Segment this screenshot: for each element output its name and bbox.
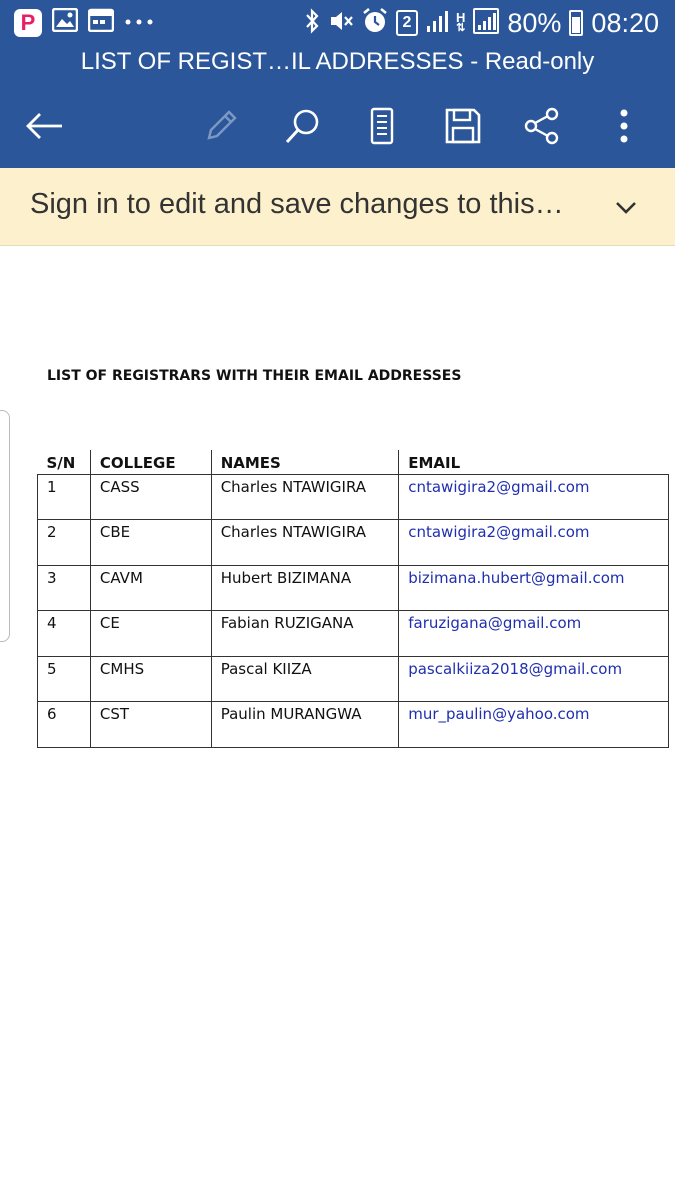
share-icon	[522, 106, 562, 146]
column-header-names: NAMES	[211, 450, 399, 474]
cell-name: Paulin MURANGWA	[211, 702, 399, 748]
cell-college: CE	[90, 611, 211, 657]
cell-name: Pascal KIIZA	[211, 656, 399, 702]
edit-button[interactable]	[195, 100, 247, 152]
table-row	[38, 702, 669, 748]
table-header-row	[38, 450, 669, 474]
reading-view-icon	[367, 106, 397, 146]
bluetooth-icon	[304, 7, 320, 40]
sim-2-icon: 2	[396, 10, 418, 36]
cell-name: Charles NTAWIGIRA	[211, 520, 399, 566]
cell-college: CBE	[90, 520, 211, 566]
registrars-table	[37, 450, 669, 748]
cell-sn: 5	[38, 656, 91, 702]
mute-icon	[328, 8, 354, 39]
cell-sn: 4	[38, 611, 91, 657]
email-link[interactable]: faruzigana@gmail.com	[399, 611, 669, 657]
email-link[interactable]: bizimana.hubert@gmail.com	[399, 565, 669, 611]
status-bar	[0, 0, 675, 46]
email-link[interactable]: cntawigira2@gmail.com	[399, 520, 669, 566]
overflow-menu-icon	[619, 108, 629, 144]
document-title: LIST OF REGIST…IL ADDRESSES - Read-only	[80, 48, 595, 75]
cell-name: Fabian RUZIGANA	[211, 611, 399, 657]
cell-sn: 3	[38, 565, 91, 611]
signal-1-icon	[426, 9, 448, 38]
table-row	[38, 656, 669, 702]
column-header-email: EMAIL	[399, 450, 669, 474]
overflow-menu-button[interactable]	[598, 100, 650, 152]
cell-name: Charles NTAWIGIRA	[211, 474, 399, 520]
chevron-down-icon[interactable]	[611, 192, 641, 222]
signal-2-icon	[473, 8, 499, 39]
sign-in-banner[interactable]	[0, 168, 675, 246]
table-row	[38, 565, 669, 611]
battery-percent: 80%	[507, 7, 562, 38]
cell-sn: 6	[38, 702, 91, 748]
cell-sn: 2	[38, 520, 91, 566]
table-row	[38, 611, 669, 657]
search-button[interactable]	[276, 100, 328, 152]
column-header-sn: S/N	[38, 450, 91, 474]
app-p-icon: P	[14, 9, 42, 37]
toolbar	[0, 100, 675, 152]
alarm-icon	[362, 7, 388, 40]
network-type-icon: H ⇅	[455, 10, 466, 34]
sign-in-banner-text: Sign in to edit and save changes to this…	[30, 188, 564, 220]
page-title: LIST OF REGISTRARS WITH THEIR EMAIL ADDRESSES	[47, 368, 462, 384]
email-link[interactable]: mur_paulin@yahoo.com	[399, 702, 669, 748]
cell-name: Hubert BIZIMANA	[211, 565, 399, 611]
cell-college: CASS	[90, 474, 211, 520]
table-row	[38, 520, 669, 566]
back-button[interactable]	[18, 100, 70, 152]
more-dots-icon	[124, 14, 154, 32]
email-link[interactable]: cntawigira2@gmail.com	[399, 474, 669, 520]
battery-icon	[569, 10, 583, 36]
gallery-icon	[52, 8, 78, 37]
share-button[interactable]	[516, 100, 568, 152]
cell-college: CST	[90, 702, 211, 748]
email-link[interactable]: pascalkiiza2018@gmail.com	[399, 656, 669, 702]
search-icon	[282, 106, 322, 146]
calendar-icon	[88, 8, 114, 37]
back-arrow-icon	[24, 111, 64, 141]
app-bar	[0, 0, 675, 168]
cell-college: CMHS	[90, 656, 211, 702]
save-icon	[443, 106, 483, 146]
table-row	[38, 474, 669, 520]
edit-pencil-icon	[201, 106, 241, 146]
reading-view-button[interactable]	[356, 100, 408, 152]
side-panel-handle[interactable]	[0, 410, 10, 642]
network-type-label: H	[455, 10, 466, 25]
column-header-college: COLLEGE	[90, 450, 211, 474]
cell-college: CAVM	[90, 565, 211, 611]
cell-sn: 1	[38, 474, 91, 520]
clock: 08:20	[591, 7, 659, 38]
save-button[interactable]	[437, 100, 489, 152]
